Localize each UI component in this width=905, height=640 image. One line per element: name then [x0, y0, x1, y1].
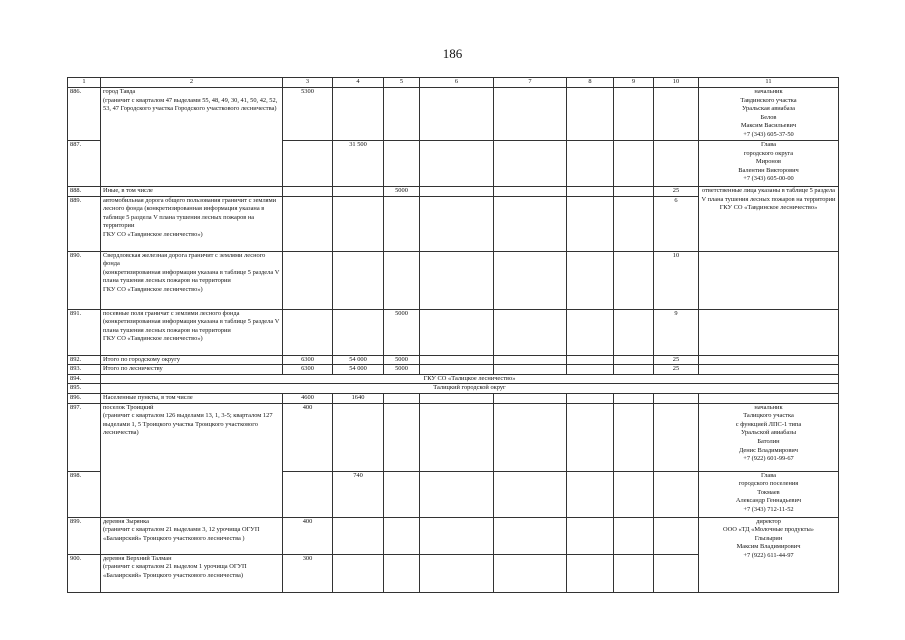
- settlement-name: Свердловская железная дорога граничит с землями лесного фонда (конкретизированная информация указана в таблице 5 раздела V плана тушения лесных пожаров на территории ГКУ СО «Тавдинское лесничество»): [101, 251, 283, 309]
- cell-col10: 25: [654, 365, 699, 375]
- settlement-name: посевные поля граничат с землями лесного фонда (конкретизированная информация указана в таблице 5 раздела V плана тушения лесных пожаров на территории ГКУ СО «Тавдинское лесничество»): [101, 309, 283, 355]
- cell-col5: 5000: [384, 355, 420, 365]
- settlement-name: поселок Троицкий (граничит с кварталом 126 выделами 13, 1, 3-5; кварталом 127 выделами 1, 5 Троицкого участка Троицкого участкового лесничества): [101, 403, 283, 517]
- cell-col3: 4600: [283, 393, 333, 403]
- section-heading: ГКУ СО «Талицкое лесничество»: [101, 374, 839, 384]
- header-cell: 2: [101, 78, 283, 88]
- cell-col3: 400: [283, 517, 333, 554]
- settlement-name: Итого по городскому округу: [101, 355, 283, 365]
- header-cell: 10: [654, 78, 699, 88]
- row-number: 899.: [68, 517, 101, 554]
- table-row: [68, 88, 839, 141]
- row-number: 890.: [68, 251, 101, 309]
- header-cell: 8: [567, 78, 614, 88]
- header-cell: 3: [283, 78, 333, 88]
- cell-col10: 25: [654, 355, 699, 365]
- table-row: [68, 365, 839, 375]
- row-number: 897.: [68, 403, 101, 471]
- table-row: [68, 309, 839, 355]
- table-row: [68, 187, 839, 197]
- cell-col3: 5300: [283, 88, 333, 141]
- settlement-name: деревня Верхний Талман (граничит с кварталом 21 выделом 1 урочища ОГУП «Балаирский» Троицкого участкового лесничества): [101, 554, 283, 592]
- cell-col4: 1640: [333, 393, 384, 403]
- header-cell: 9: [614, 78, 654, 88]
- cell-col3: 6300: [283, 365, 333, 375]
- table-row: [68, 393, 839, 403]
- cell-col4: 31 500: [333, 141, 384, 187]
- header-cell: 7: [494, 78, 567, 88]
- cell-col5: 5000: [384, 187, 420, 197]
- section-heading: Талицкий городской округ: [101, 384, 839, 394]
- cell-col10: 9: [654, 309, 699, 355]
- responsible-person: начальник Талицкого участка с функцией ЛПС-1 типа Уральской авиабазы Батолин Денис Владимирович +7 (922) 601-99-67: [699, 403, 839, 471]
- header-cell: 6: [420, 78, 494, 88]
- header-cell: 4: [333, 78, 384, 88]
- row-number: 896.: [68, 393, 101, 403]
- cell-col10: 25: [654, 187, 699, 197]
- header-cell: 5: [384, 78, 420, 88]
- row-number: 893.: [68, 365, 101, 375]
- table-row: [68, 517, 839, 554]
- row-number: 895.: [68, 384, 101, 394]
- cell-col10: 6: [654, 196, 699, 251]
- cell-col5: 5000: [384, 309, 420, 355]
- settlement-name: город Тавда (граничит с кварталом 47 выделами 55, 48, 49, 30, 41, 50, 42, 52, 53, 47 Городского участка Городского участкового лесничества): [101, 88, 283, 187]
- settlement-name: Итого по лесничеству: [101, 365, 283, 375]
- row-number: 888.: [68, 187, 101, 197]
- table-row: [68, 251, 839, 309]
- cell-col4: 54 000: [333, 365, 384, 375]
- table-row: [68, 374, 839, 384]
- table-row: [68, 384, 839, 394]
- responsible-person: Глава городского округа Миронов Валентин Викторович +7 (343) 605-00-00: [699, 141, 839, 187]
- row-number: 894.: [68, 374, 101, 384]
- cell-col5: 5000: [384, 365, 420, 375]
- table-row: [68, 403, 839, 471]
- responsible-person: ответственные лица указаны в таблице 5 раздела V плана тушения лесных пожаров на территории ГКУ СО «Тавдинское лесничество»: [699, 187, 839, 252]
- row-number: 898.: [68, 471, 101, 517]
- cell-col4: 54 000: [333, 355, 384, 365]
- responsible-person: Глава городского поселения Токмаев Александр Геннадьевич +7 (343) 712-11-52: [699, 471, 839, 517]
- settlement-name: автомобильная дорога общего пользования граничит с землями лесного фонда (конкретизированная информация указана в таблице 5 раздела V плана тушения лесных пожаров на территории ГКУ СО «Тавдинское лесничество»): [101, 196, 283, 251]
- header-row: [68, 78, 839, 88]
- settlement-name: Иные, в том числе: [101, 187, 283, 197]
- row-number: 900.: [68, 554, 101, 592]
- data-table: [67, 77, 839, 593]
- cell-col3: 6300: [283, 355, 333, 365]
- settlement-name: деревня Зырянка (граничит с кварталом 21 выделами 3, 12 урочища ОГУП «Балаирский» Троицкого участкового лесничества ): [101, 517, 283, 554]
- cell-col3: 400: [283, 403, 333, 471]
- cell-col3: 300: [283, 554, 333, 592]
- row-number: 887.: [68, 141, 101, 187]
- page-number: 186: [442, 46, 463, 61]
- row-number: 891.: [68, 309, 101, 355]
- row-number: 886.: [68, 88, 101, 141]
- settlement-name: Населенные пункты, в том числе: [101, 393, 283, 403]
- table-row: [68, 355, 839, 365]
- responsible-person: директор ООО «ТД «Молочные продукты» Глызырин Максим Владимирович +7 (922) 611-44-97: [699, 517, 839, 592]
- cell-col4: 740: [333, 471, 384, 517]
- row-number: 889.: [68, 196, 101, 251]
- row-number: 892.: [68, 355, 101, 365]
- header-cell: 11: [699, 78, 839, 88]
- cell-col10: 10: [654, 251, 699, 309]
- header-cell: 1: [68, 78, 101, 88]
- responsible-person: начальник Тавдинского участка Уральская авиабаза Белов Максим Васильевич +7 (343) 605-37-50: [699, 88, 839, 141]
